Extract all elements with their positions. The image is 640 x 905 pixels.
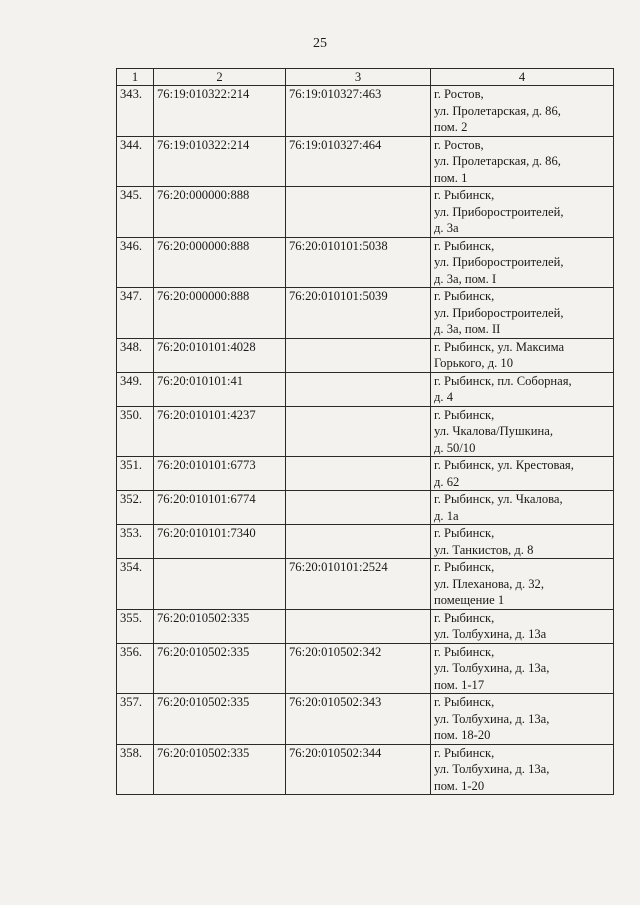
cadastral-number-cell: 76:20:010502:335 [154, 609, 286, 643]
address-cell: г. Рыбинск, ул. Приборостроителей, д. 3а, пом. I [431, 237, 614, 288]
row-number-cell: 354. [117, 559, 154, 610]
premises-cadastral-number-cell [286, 609, 431, 643]
row-number-cell: 347. [117, 288, 154, 339]
address-cell: г. Рыбинск, ул. Крестовая, д. 62 [431, 457, 614, 491]
address-cell: г. Рыбинск, ул. Чкалова/Пушкина, д. 50/10 [431, 406, 614, 457]
premises-cadastral-number-cell [286, 525, 431, 559]
table-row [117, 609, 614, 643]
cadastral-number-cell: 76:19:010322:214 [154, 136, 286, 187]
cadastral-number-cell: 76:20:010101:6773 [154, 457, 286, 491]
table-row [117, 406, 614, 457]
premises-cadastral-number-cell: 76:20:010502:343 [286, 694, 431, 745]
row-number-cell: 348. [117, 338, 154, 372]
row-number-cell: 357. [117, 694, 154, 745]
row-number-cell: 346. [117, 237, 154, 288]
row-number-cell: 353. [117, 525, 154, 559]
page-number: 25 [313, 36, 327, 51]
address-cell: г. Рыбинск, ул. Толбухина, д. 13а, пом. 18-20 [431, 694, 614, 745]
property-table [116, 68, 614, 795]
premises-cadastral-number-cell: 76:20:010502:344 [286, 744, 431, 795]
table-row [117, 694, 614, 745]
table-row [117, 86, 614, 137]
row-number-cell: 351. [117, 457, 154, 491]
row-number-cell: 349. [117, 372, 154, 406]
cadastral-number-cell: 76:20:000000:888 [154, 288, 286, 339]
table-row [117, 237, 614, 288]
address-cell: г. Ростов, ул. Пролетарская, д. 86, пом. 2 [431, 86, 614, 137]
table-row [117, 288, 614, 339]
premises-cadastral-number-cell [286, 406, 431, 457]
row-number-cell: 358. [117, 744, 154, 795]
cadastral-number-cell: 76:20:010101:7340 [154, 525, 286, 559]
row-number-cell: 345. [117, 187, 154, 238]
address-cell: г. Рыбинск, ул. Максима Горького, д. 10 [431, 338, 614, 372]
cadastral-number-cell: 76:20:010101:4237 [154, 406, 286, 457]
address-cell: г. Ростов, ул. Пролетарская, д. 86, пом. 1 [431, 136, 614, 187]
table-row [117, 457, 614, 491]
address-cell: г. Рыбинск, пл. Соборная, д. 4 [431, 372, 614, 406]
premises-cadastral-number-cell: 76:20:010101:5039 [286, 288, 431, 339]
address-cell: г. Рыбинск, ул. Приборостроителей, д. 3а [431, 187, 614, 238]
premises-cadastral-number-cell [286, 338, 431, 372]
table-row [117, 643, 614, 694]
column-header-4: 4 [431, 69, 614, 86]
table-row [117, 491, 614, 525]
column-header-1: 1 [117, 69, 154, 86]
table-header-row [117, 69, 614, 86]
cadastral-number-cell: 76:20:010101:41 [154, 372, 286, 406]
address-cell: г. Рыбинск, ул. Толбухина, д. 13а, пом. 1-17 [431, 643, 614, 694]
column-header-2: 2 [154, 69, 286, 86]
cadastral-number-cell: 76:20:010502:335 [154, 744, 286, 795]
cadastral-number-cell [154, 559, 286, 610]
address-cell: г. Рыбинск, ул. Толбухина, д. 13а [431, 609, 614, 643]
cadastral-number-cell: 76:20:010502:335 [154, 643, 286, 694]
table-row [117, 372, 614, 406]
table-row [117, 744, 614, 795]
table-row [117, 525, 614, 559]
row-number-cell: 352. [117, 491, 154, 525]
row-number-cell: 356. [117, 643, 154, 694]
address-cell: г. Рыбинск, ул. Танкистов, д. 8 [431, 525, 614, 559]
cadastral-number-cell: 76:20:010101:6774 [154, 491, 286, 525]
premises-cadastral-number-cell: 76:19:010327:464 [286, 136, 431, 187]
row-number-cell: 343. [117, 86, 154, 137]
cadastral-number-cell: 76:20:010101:4028 [154, 338, 286, 372]
cadastral-number-cell: 76:20:000000:888 [154, 187, 286, 238]
address-cell: г. Рыбинск, ул. Толбухина, д. 13а, пом. 1-20 [431, 744, 614, 795]
address-cell: г. Рыбинск, ул. Плеханова, д. 32, помещение 1 [431, 559, 614, 610]
address-cell: г. Рыбинск, ул. Чкалова, д. 1а [431, 491, 614, 525]
premises-cadastral-number-cell: 76:20:010101:5038 [286, 237, 431, 288]
premises-cadastral-number-cell: 76:19:010327:463 [286, 86, 431, 137]
row-number-cell: 355. [117, 609, 154, 643]
column-header-3: 3 [286, 69, 431, 86]
address-cell: г. Рыбинск, ул. Приборостроителей, д. 3а, пом. II [431, 288, 614, 339]
premises-cadastral-number-cell: 76:20:010101:2524 [286, 559, 431, 610]
table-row [117, 136, 614, 187]
cadastral-number-cell: 76:20:000000:888 [154, 237, 286, 288]
premises-cadastral-number-cell [286, 372, 431, 406]
premises-cadastral-number-cell [286, 457, 431, 491]
cadastral-number-cell: 76:20:010502:335 [154, 694, 286, 745]
cadastral-number-cell: 76:19:010322:214 [154, 86, 286, 137]
table-row [117, 559, 614, 610]
table-row [117, 187, 614, 238]
premises-cadastral-number-cell [286, 491, 431, 525]
row-number-cell: 344. [117, 136, 154, 187]
table-row [117, 338, 614, 372]
row-number-cell: 350. [117, 406, 154, 457]
premises-cadastral-number-cell [286, 187, 431, 238]
premises-cadastral-number-cell: 76:20:010502:342 [286, 643, 431, 694]
